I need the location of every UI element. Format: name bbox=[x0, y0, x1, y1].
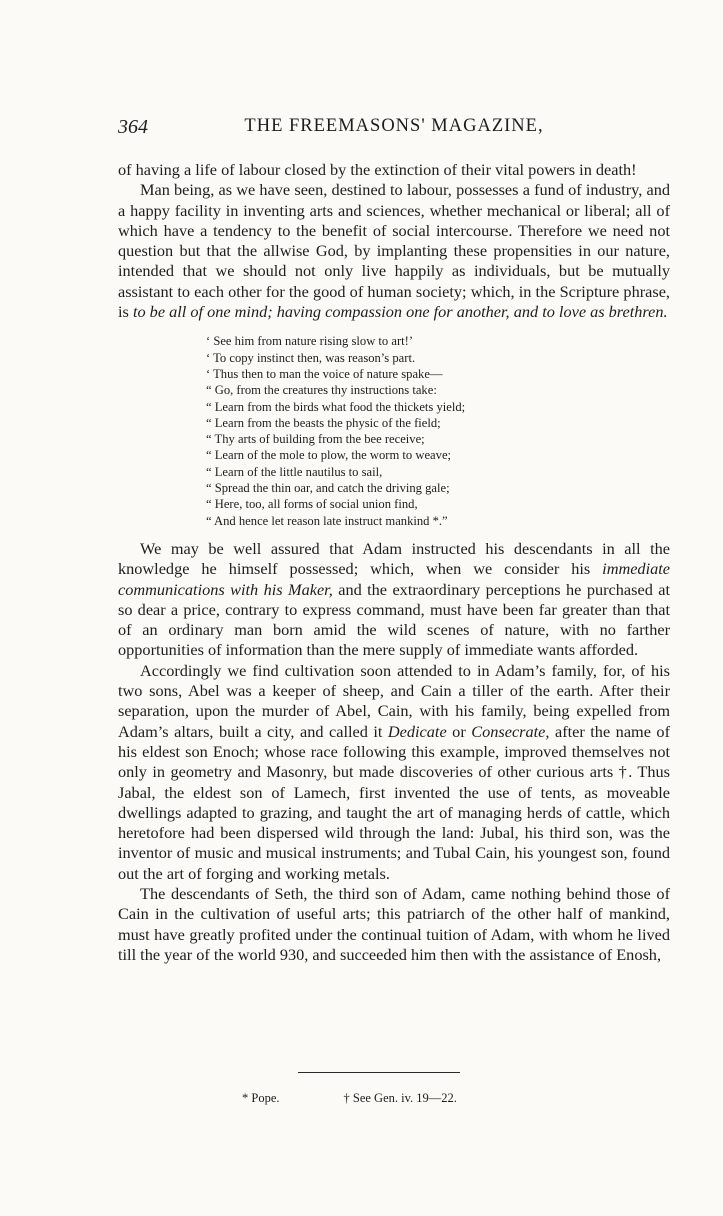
paragraphs-after-poem bbox=[118, 539, 670, 965]
poem-line: “ Learn of the little nautilus to sail, bbox=[206, 464, 383, 479]
text-run: We may be well assured that Adam instructed his descendants in all the knowledge he himself possessed; which, when we consider his bbox=[118, 538, 670, 579]
italic-text: to be all of one mind; having compassion one for another, and to love as brethren. bbox=[132, 302, 668, 322]
paragraph bbox=[118, 180, 670, 322]
footnote: * Pope. bbox=[242, 1091, 280, 1105]
text-run: Accordingly we find cultivation soon attended to in Adam’s family, for, of his two sons, Abel was a keeper of sheep, and Cain a tiller of the earth. After their separation, upon the murder of Abel, Cain, with his family, being expelled from Adam’s altars, built a city, and called it bbox=[118, 660, 670, 741]
poem-line: “ Go, from the creatures thy instructions take: bbox=[206, 383, 437, 398]
poem-line: “ Learn from the beasts the physic of the field; bbox=[206, 415, 441, 430]
page-number: 364 bbox=[118, 116, 148, 138]
poem-line: “ Here, too, all forms of social union find, bbox=[206, 497, 418, 512]
poem-line: ‘ To copy instinct then, was reason’s part. bbox=[206, 350, 416, 365]
page-header bbox=[118, 116, 670, 142]
text-run: after the name of his eldest son Enoch; whose race following this example, improved themselves not only in geometry and Masonry, but made discoveries of other curious arts †. Thus Jabal, the eldest son of Lamech, first invented the use of tents, as moveable dwellings adapted to grazing, and taught the art of managing herds of cattle, which heretofore had been dispersed wild through the land: Jubal, his third son, was the inventor of music and musical instruments; and Tubal Cain, his youngest son, found out the art of forging and working metals. bbox=[118, 721, 670, 883]
text-run: and the extraordinary perceptions he purchased at so dear a price, contrary to express command, must have been far greater than that of an ordinary man born amid the wild scenes of nature, with no farther opportunities of information than the mere supply of immediate wants afforded. bbox=[118, 579, 671, 660]
poem-quotation bbox=[206, 333, 670, 529]
paragraph bbox=[118, 661, 670, 884]
paragraph bbox=[118, 884, 670, 965]
text-run: The descendants of Seth, the third son of Adam, came nothing behind those of Cain in the cultivation of useful arts; this patriarch of the other half of mankind, must have greatly profited under the continual tuition of Adam, with whom he lived till the year of the world 930, and succeeded him then with the assistance of Enosh, bbox=[118, 883, 670, 964]
italic-text: immediate communications with his Maker, bbox=[118, 559, 670, 599]
italic-text: Dedicate bbox=[387, 721, 447, 741]
poem-line: “ Spread the thin oar, and catch the driving gale; bbox=[206, 481, 450, 496]
poem-line: ‘ See him from nature rising slow to art!’ bbox=[206, 334, 414, 349]
footnote-rule bbox=[298, 1072, 460, 1073]
text-run: or bbox=[446, 721, 472, 741]
poem-line: “ Thy arts of building from the bee receive; bbox=[206, 432, 425, 447]
footnotes bbox=[242, 1091, 457, 1106]
text-run: of having a life of labour closed by the extinction of their vital powers in death! bbox=[118, 160, 637, 179]
poem-line: ‘ Thus then to man the voice of nature spake— bbox=[206, 366, 443, 381]
paragraphs-before-poem bbox=[118, 160, 670, 322]
text-run: Man being, as we have seen, destined to labour, possesses a fund of industry, and a happy facility in inventing arts and sciences, whether mechanical or liberal; all of which have a tendency to the benefit of social intercourse. Therefore we need not question but that the allwise God, by implanting these propensities in our nature, intended that we should not only live happily as individuals, but be mutually assistant to each other for the good of human society; which, in the Scripture phrase, is bbox=[118, 180, 670, 322]
poem-line: “ Learn of the mole to plow, the worm to weave; bbox=[206, 448, 452, 463]
body-text bbox=[118, 160, 670, 965]
italic-text: Consecrate, bbox=[471, 721, 550, 741]
footnote: † See Gen. iv. 19—22. bbox=[343, 1091, 457, 1105]
running-head: THE FREEMASONS' MAGAZINE, bbox=[244, 116, 544, 136]
paragraph bbox=[118, 539, 670, 661]
poem-line: “ And hence let reason late instruct mankind *.” bbox=[206, 513, 448, 528]
poem-line: “ Learn from the birds what food the thickets yield; bbox=[206, 399, 466, 414]
paragraph bbox=[118, 160, 670, 180]
